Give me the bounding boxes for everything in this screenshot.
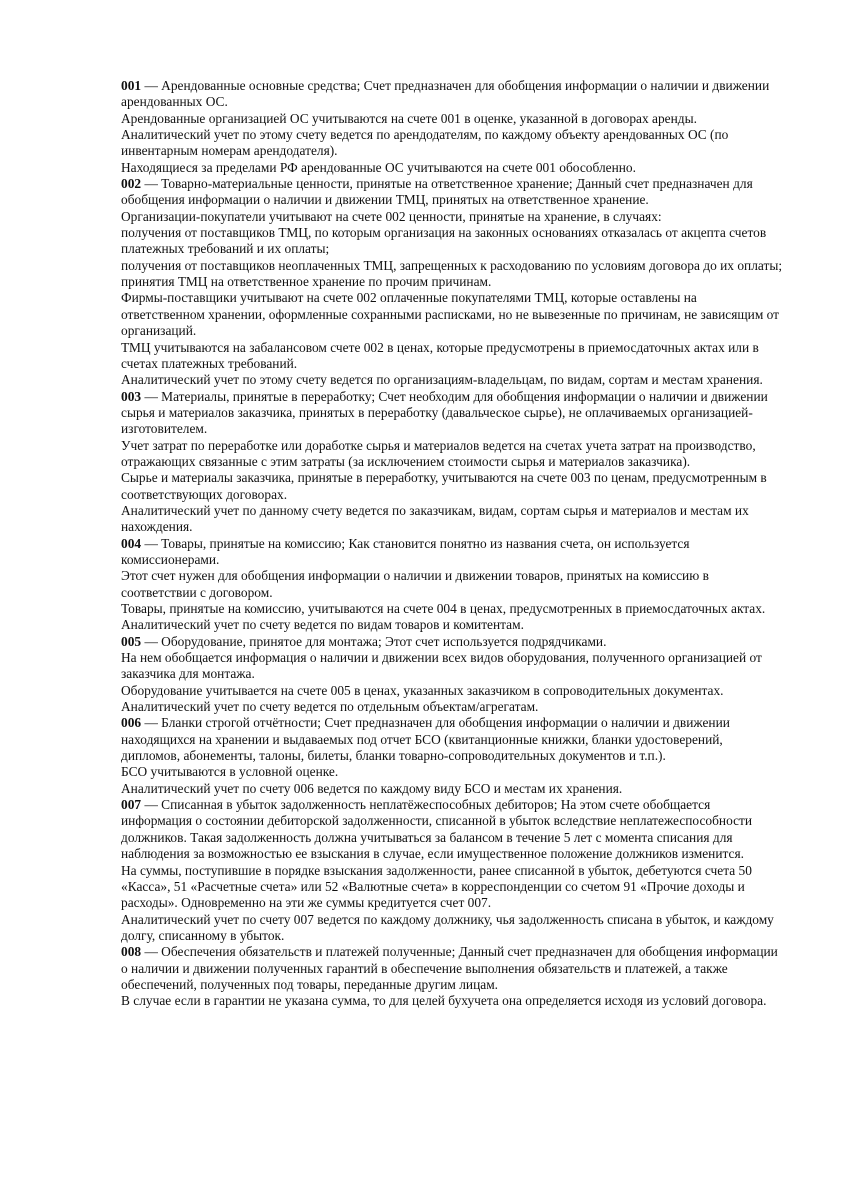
paragraph: [121, 209, 783, 225]
paragraph-003-title: [121, 389, 783, 438]
paragraph: [121, 438, 783, 471]
paragraph-text: Аналитический учет по этому счету ведется по организациям-владельцам, по видам, сортам и местам хранения.: [121, 372, 763, 388]
paragraph: [121, 699, 783, 715]
account-code: 006: [121, 715, 142, 731]
paragraph-text: Находящиеся за пределами РФ арендованные ОС учитываются на счете 001 обособленно.: [121, 159, 636, 175]
paragraph: [121, 683, 783, 699]
paragraph-text: получения от поставщиков ТМЦ, по которым организация на законных основаниях отказалась от акцепта счетов платежных требований и их оплаты;: [121, 225, 767, 257]
paragraph: [121, 372, 783, 388]
paragraph-text: Сырье и материалы заказчика, принятые в переработку, учитываются на счете 003 по ценам, предусмотренным в соответствующих договорах.: [121, 470, 767, 502]
account-code: 003: [121, 388, 142, 404]
paragraph-text: Аналитический учет по счету ведется по видам товаров и комитентам.: [121, 617, 524, 633]
paragraph: [121, 863, 783, 912]
paragraph-text: Аналитический учет по счету ведется по отдельным объектам/агрегатам.: [121, 699, 539, 715]
paragraph-text: — Оборудование, принятое для монтажа; Этот счет используется подрядчиками.: [141, 633, 607, 649]
paragraph-text: Фирмы-поставщики учитывают на счете 002 оплаченные покупателями ТМЦ, которые оставлены на ответственном хранении, оформленные сохранными расписками, но не вывезенные по причинам, не зависящим от организаций.: [121, 290, 780, 339]
paragraph-text: Аналитический учет по данному счету ведется по заказчикам, видам, сортам сырья и материалов и местам их нахождения.: [121, 502, 749, 535]
paragraph-002-title: [121, 176, 783, 209]
account-code: 007: [121, 797, 142, 813]
paragraph: [121, 764, 783, 780]
document-body: [121, 78, 783, 1010]
paragraph-004-title: [121, 536, 783, 569]
paragraph: [121, 340, 783, 373]
paragraph-text: — Бланки строгой отчётности; Счет предназначен для обобщения информации о наличии и движении находящихся на хранении и выдаваемых под отчет БСО (квитанционные книжки, бланки удостоверений, дипломов, абонементы, талоны, билеты, бланки товарно-сопроводительных документов и т.п.).: [121, 715, 730, 764]
paragraph: [121, 993, 783, 1009]
paragraph-text: Аналитический учет по счету 006 ведется по каждому виду БСО и местам их хранения.: [121, 780, 623, 796]
paragraph-text: Арендованные организацией ОС учитываются на счете 001 в оценке, указанной в договорах аренды.: [121, 110, 697, 126]
paragraph-text: — Обеспечения обязательств и платежей полученные; Данный счет предназначен для обобщения информации о наличии и движении полученных гарантий в обеспечение выполнения обязательств и платежей, а также обеспечений, полученных под товары, переданные другим лицам.: [121, 944, 778, 992]
paragraph: [121, 127, 783, 160]
paragraph: [121, 290, 783, 339]
paragraph-text: Этот счет нужен для обобщения информации о наличии и движении товаров, принятых на комиссию в соответствии с договором.: [121, 568, 709, 600]
paragraph-text: — Арендованные основные средства; Счет предназначен для обобщения информации о наличии и движении арендованных ОС.: [121, 78, 770, 110]
paragraph-text: ТМЦ учитываются на забалансовом счете 002 в ценах, которые предусмотрены в приемосдаточных актах или в счетах платежных требований.: [121, 339, 759, 371]
paragraph: [121, 650, 783, 683]
account-code: 002: [121, 176, 142, 192]
paragraph-text: На суммы, поступившие в порядке взыскания задолженности, ранее списанной в убыток, дебетуются счета 50 «Касса», 51 «Расчетные счета» или 52 «Валютные счета» в корреспонденции со счетом 91 «Прочие доходы и расходы». Одновременно на эти же суммы кредитуется счет 007.: [121, 862, 752, 911]
paragraph: [121, 258, 783, 274]
account-code: 008: [121, 944, 142, 960]
paragraph-text: принятия ТМЦ на ответственное хранение по прочим причинам.: [121, 274, 492, 290]
paragraph-005-title: [121, 634, 783, 650]
paragraph-text: — Материалы, принятые в переработку; Счет необходим для обобщения информации о наличии и движении сырья и материалов заказчика, принятых в переработку (давальческое сырье), не оплачиваемых организацией-изготовителем.: [121, 388, 768, 437]
paragraph: [121, 503, 783, 536]
paragraph-text: Оборудование учитывается на счете 005 в ценах, указанных заказчиком в сопроводительных документах.: [121, 682, 724, 698]
paragraph-text: Учет затрат по переработке или доработке сырья и материалов ведется на счетах учета затрат на производство, отражающих связанные с этим затраты (за исключением стоимости сырья и материалов заказчика).: [121, 437, 756, 469]
paragraph: [121, 111, 783, 127]
paragraph-text: Товары, принятые на комиссию, учитываются на счете 004 в ценах, предусмотренных в приемосдаточных актах.: [121, 601, 766, 616]
paragraph: [121, 225, 783, 258]
paragraph-text: — Списанная в убыток задолженность неплатёжеспособных дебиторов; На этом счете обобщается информация о состоянии дебиторской задолженности, списанной в убыток вследствие неплатежеспособности должников. Такая задолженность должна учитываться за балансом в течение 5 лет с момента списания для наблюдения за возможностью ее взыскания в случае, если имущественное положение должников изменится.: [121, 797, 753, 862]
account-code: 001: [121, 78, 142, 93]
paragraph-text: БСО учитываются в условной оценке.: [121, 764, 339, 780]
paragraph: [121, 781, 783, 797]
paragraph-text: В случае если в гарантии не указана сумма, то для целей бухучета она определяется исходя из условий договора.: [121, 993, 767, 1009]
paragraph-text: Аналитический учет по счету 007 ведется по каждому должнику, чья задолженность списана в убыток, и каждому долгу, списанному в убыток.: [121, 911, 774, 943]
paragraph-001-title: [121, 78, 783, 111]
paragraph: [121, 912, 783, 945]
paragraph: [121, 617, 783, 633]
paragraph-text: На нем обобщается информация о наличии и движении всех видов оборудования, полученного организацией от заказчика для монтажа.: [121, 650, 762, 682]
paragraph-text: Организации-покупатели учитывают на счете 002 ценности, принятые на хранение, в случаях:: [121, 208, 662, 224]
paragraph-007-title: [121, 797, 783, 862]
paragraph: [121, 470, 783, 503]
paragraph-008-title: [121, 944, 783, 993]
paragraph-text: — Товарно-материальные ценности, принятые на ответственное хранение; Данный счет предназначен для обобщения информации о наличии и движении ТМЦ, принятых на ответственное хранение.: [121, 176, 753, 208]
paragraph: [121, 601, 783, 617]
paragraph-006-title: [121, 715, 783, 764]
paragraph: [121, 160, 783, 176]
paragraph-text: Аналитический учет по этому счету ведется по арендодателям, по каждому объекту арендованных ОС (по инвентарным номерам арендодателя).: [121, 127, 729, 159]
paragraph-text: получения от поставщиков неоплаченных ТМЦ, запрещенных к расходованию по условиям договора до их оплаты;: [121, 257, 783, 273]
account-code: 004: [121, 535, 142, 551]
paragraph-text: — Товары, принятые на комиссию; Как становится понятно из названия счета, он используется комиссионерами.: [121, 535, 690, 567]
paragraph: [121, 568, 783, 601]
account-code: 005: [121, 633, 142, 649]
paragraph: [121, 274, 783, 290]
